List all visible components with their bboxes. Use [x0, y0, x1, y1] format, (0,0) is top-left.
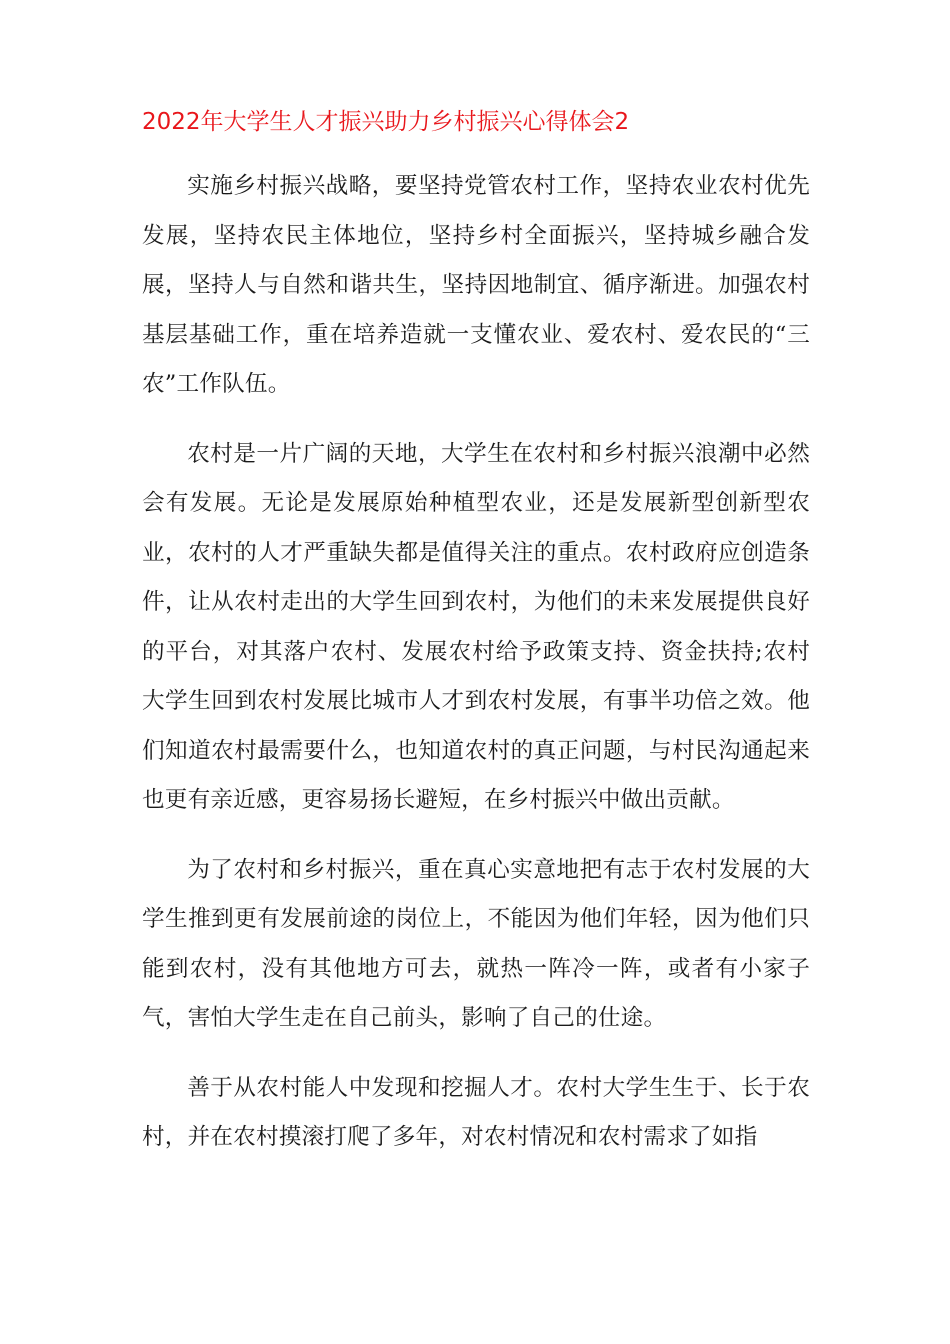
paragraph-1: 实施乡村振兴战略，要坚持党管农村工作，坚持农业农村优先发展，坚持农民主体地位，坚持乡村全面振兴，坚持城乡融合发展，坚持人与自然和谐共生，坚持因地制宜、循序渐进。加强农村基层基础工作，重在培养造就一支懂农业、爱农村、爱农民的“三农”工作队伍。	[142, 173, 810, 397]
document-title: 2022年大学生人才振兴助力乡村振兴心得体会2	[142, 109, 630, 135]
paragraph-2: 农村是一片广阔的天地，大学生在农村和乡村振兴浪潮中必然会有发展。无论是发展原始种植型农业，还是发展新型创新型农业，农村的人才严重缺失都是值得关注的重点。农村政府应创造条件，让从农村走出的大学生回到农村，为他们的未来发展提供良好的平台，对其落户农村、发展农村给予政策支持、资金扶持;农村大学生回到农村发展比城市人才到农村发展，有事半功倍之效。他们知道农村最需要什么，也知道农村的真正问题，与村民沟通起来也更有亲近感，更容易扬长避短，在乡村振兴中做出贡献。	[142, 440, 810, 813]
document-body	[142, 162, 810, 1183]
paragraph-4: 善于从农村能人中发现和挖掘人才。农村大学生生于、长于农村，并在农村摸滚打爬了多年，对农村情况和农村需求了如指	[142, 1074, 810, 1150]
paragraph-3: 为了农村和乡村振兴，重在真心实意地把有志于农村发展的大学生推到更有发展前途的岗位上，不能因为他们年轻，因为他们只能到农村，没有其他地方可去，就热一阵冷一阵，或者有小家子气，害怕大学生走在自己前头，影响了自己的仕途。	[142, 856, 810, 1031]
